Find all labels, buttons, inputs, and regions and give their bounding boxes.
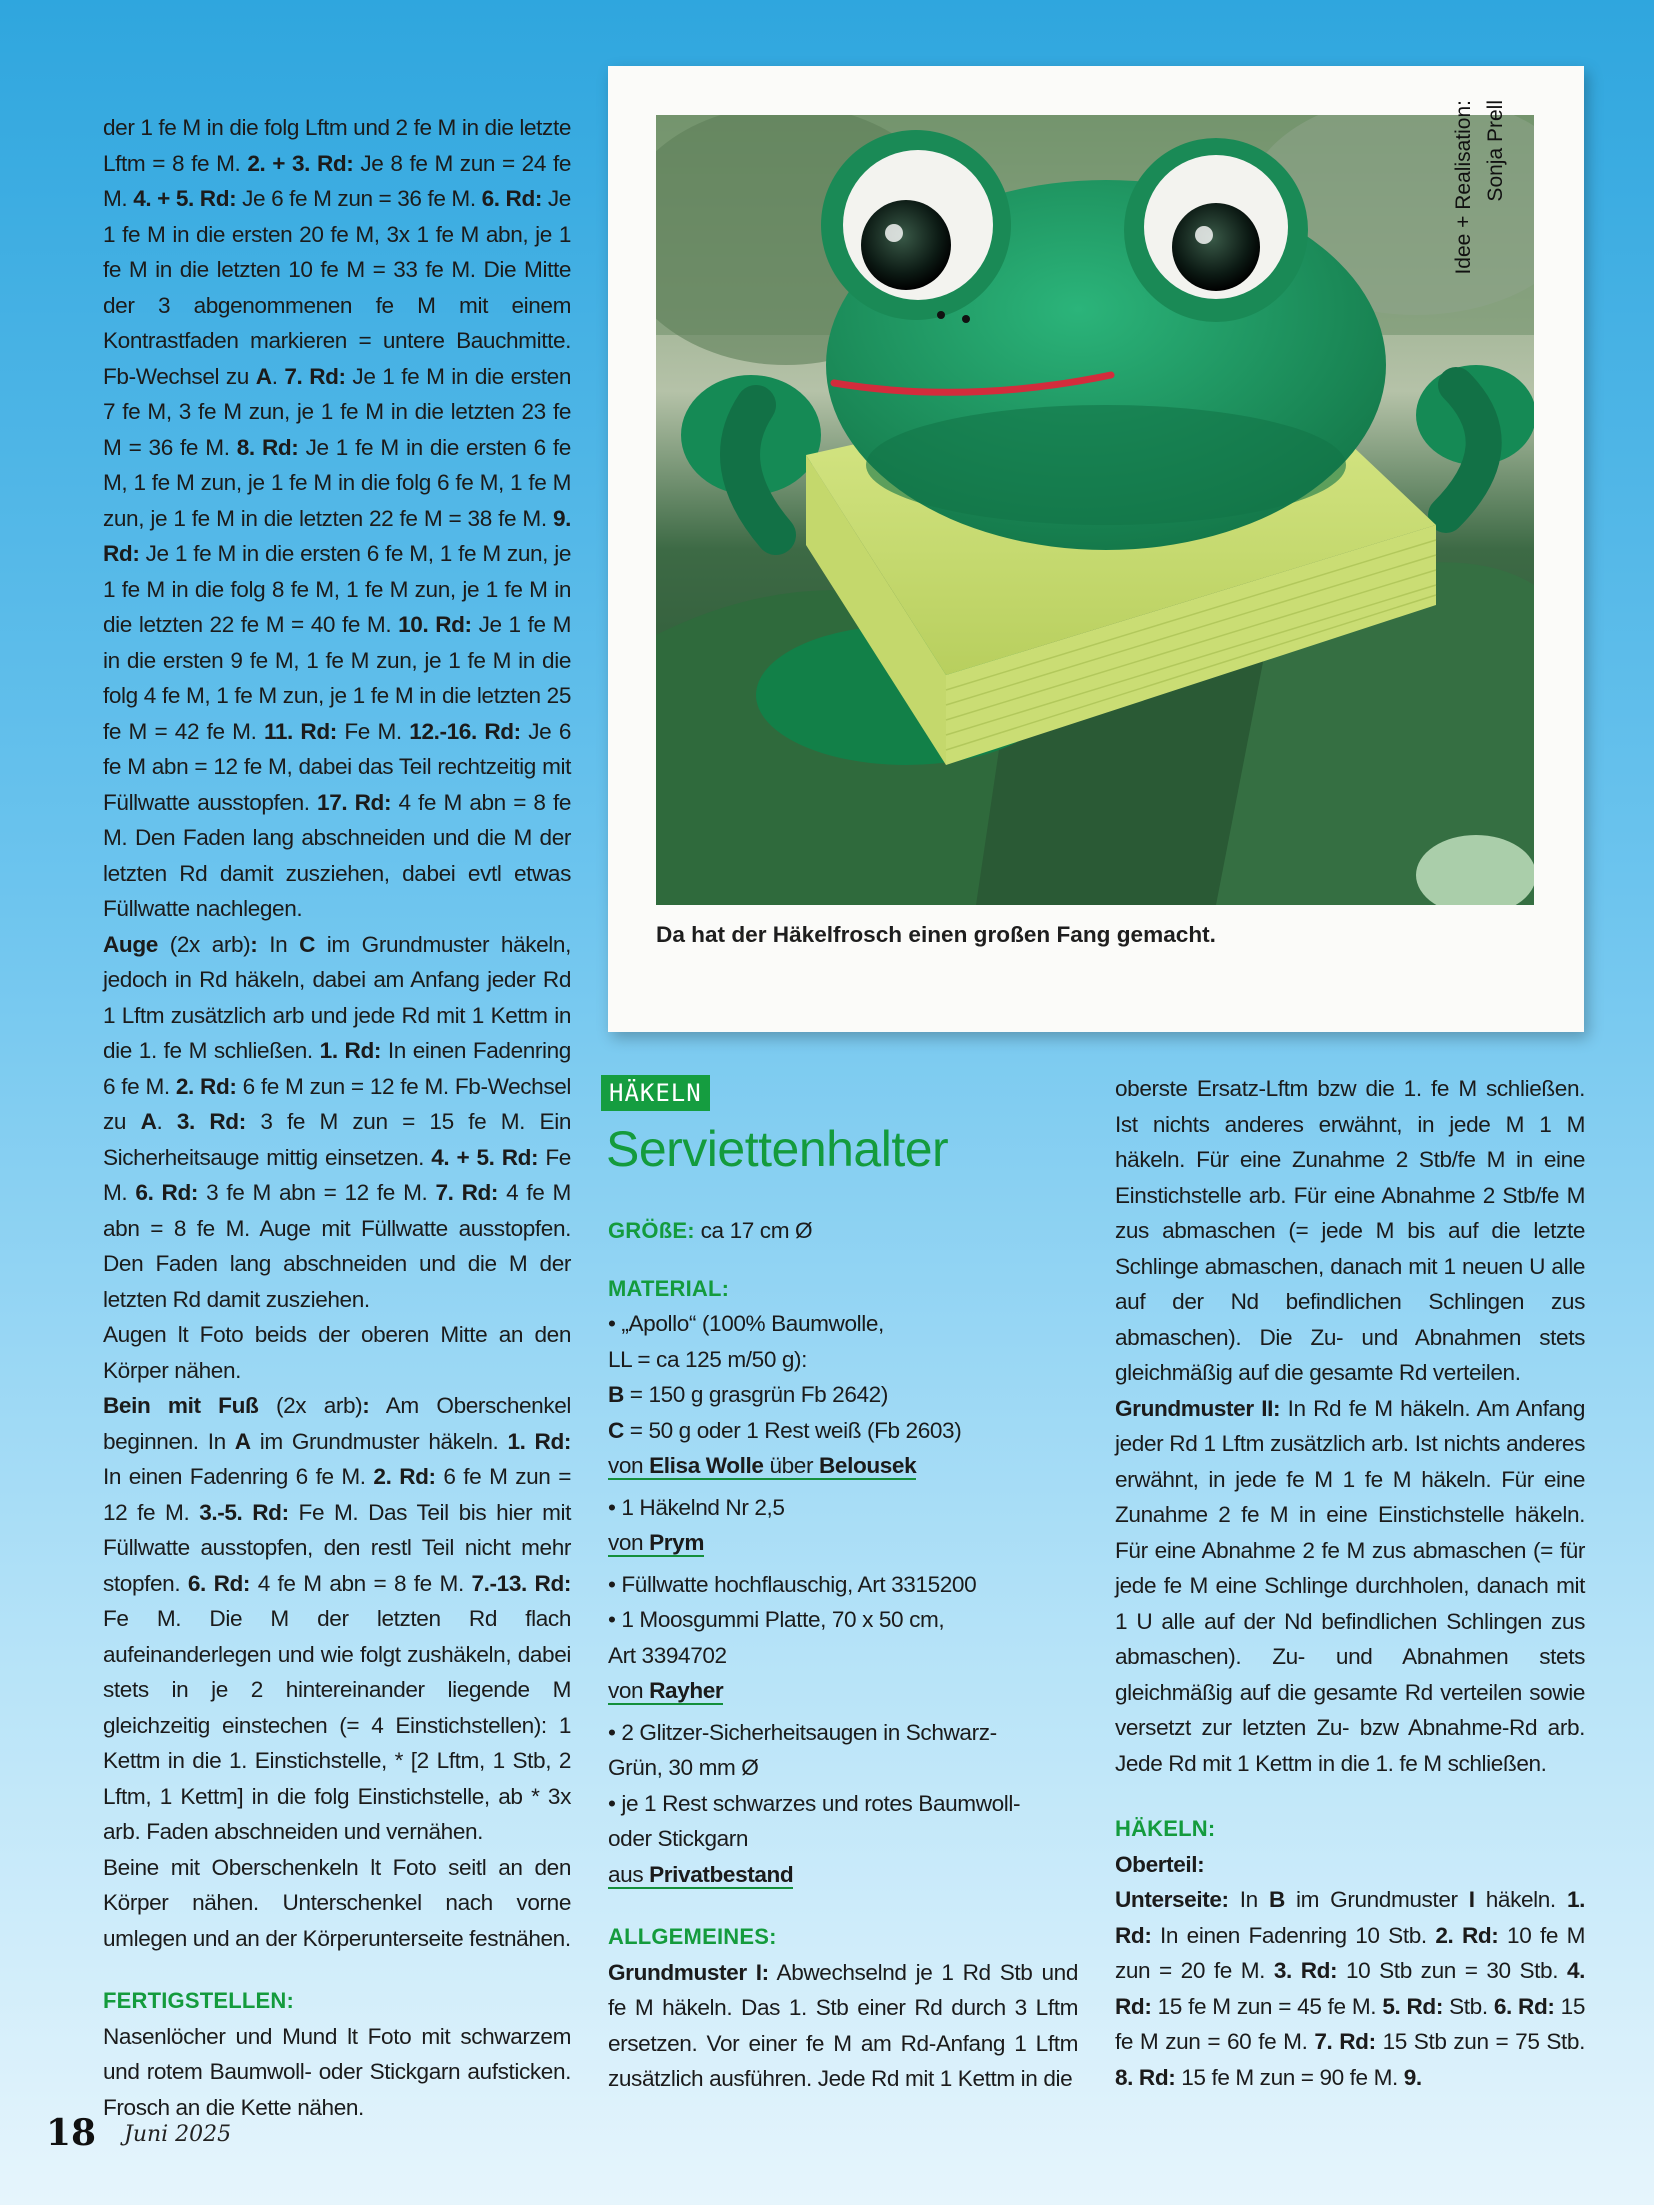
photo-caption: Da hat der Häkelfrosch einen großen Fang gemacht. <box>656 922 1216 947</box>
material-source: von Prym <box>608 1530 705 1555</box>
heading-oberteil: Oberteil: <box>1115 1851 1205 1877</box>
material-item: Grün, 30 mm Ø <box>608 1755 759 1780</box>
heading-material: MATERIAL: <box>608 1275 730 1301</box>
paragraph-leg-attach: Beine mit Oberschenkeln lt Foto seitl an den Körper nähen. Unterschenkel nach vorne umlegen und an der Körperunterseite festnähen. <box>103 1854 571 1951</box>
material-item: Art 3394702 <box>608 1642 727 1668</box>
material-source: von Elisa Wolle über Belousek <box>608 1453 917 1478</box>
frog-photo <box>656 115 1534 905</box>
material-source: von Rayher <box>608 1678 724 1703</box>
photo-credit: Idee + Realisation: Sonja Prell <box>1452 100 1507 275</box>
article-title: Serviettenhalter <box>606 1121 949 1177</box>
material-item: • 1 Häkelnd Nr 2,5 <box>608 1494 785 1520</box>
material-source: aus Privatbestand <box>608 1861 794 1887</box>
heading-haekeln: HÄKELN: <box>1115 1816 1216 1841</box>
material-item: • 1 Moosgummi Platte, 70 x 50 cm, <box>608 1607 945 1632</box>
material-item: • je 1 Rest schwarzes und rotes Baumwoll- <box>608 1790 1021 1816</box>
material-item: • „Apollo“ (100% Baumwolle, <box>608 1311 884 1336</box>
left-text-column <box>103 110 571 2125</box>
paragraph-unterseite: Unterseite: In B im Grundmuster I häkeln. 1. Rd: In einen Fadenring 10 Stb. 2. Rd: 10 fe M zun = 20 fe M. 3. Rd: 10 Stb zun = 30 Stb. 4. Rd: 15 fe M zun = 45 fe M. 5. Rd: Stb. 6. Rd: 15 fe M zun = 60 fe M. 7. Rd: 15 Stb zun = 75 Stb. 8. Rd: 15 fe M zun = 90 fe M. 9. <box>1115 1887 1585 2090</box>
paragraph-grundmuster-1: Grundmuster I: Abwechselnd je 1 Rd Stb und fe M häkeln. Das 1. Stb einer Rd durch 3 Lftm ersetzen. Vor einer fe M am Rd-Anfang 1 Lftm zusätzlich ausführen. Jede Rd mit 1 Kettm in die <box>608 1959 1078 2091</box>
material-item: B = 150 g grasgrün Fb 2642) <box>608 1382 888 1407</box>
materials-column <box>608 1213 1078 2097</box>
paragraph-eye-attach: Augen lt Foto beids der oberen Mitte an den Körper nähen. <box>103 1322 571 1383</box>
material-item: C = 50 g oder 1 Rest weiß (Fb 2603) <box>608 1417 962 1443</box>
paragraph-eye-instructions: Auge (2x arb): In C im Grundmuster häkeln, jedoch in Rd häkeln, dabei am Anfang jeder Rd 1 Lftm zusätzlich arb und jede Rd mit 1 Kettm in die 1. fe M schließen. 1. Rd: In einen Fadenring 6 fe M. 2. Rd: 6 fe M zun = 12 fe M. Fb-Wechsel zu A. 3. Rd: 3 fe M zun = 15 fe M. Ein Sicherheitsauge mittig einsetzen. 4. + 5. Rd: Fe M. 6. Rd: 3 fe M abn = 12 fe M. 7. Rd: 4 fe M abn = 8 fe M. Auge mit Füllwatte ausstopfen. Den Faden lang abschneiden und die M der letzten Rd damit zusziehen. <box>103 931 571 1312</box>
size-line: GRÖßE: ca 17 cm Ø <box>608 1218 813 1243</box>
right-text-column <box>1115 1071 1585 2095</box>
paragraph-grundmuster-2: Grundmuster II: In Rd fe M häkeln. Am Anfang jeder Rd 1 Lftm zusätzlich arb. Ist nichts anderes erwähnt, in jede fe M 1 fe M häkeln. Für eine Zunahme 2 fe M in eine Einstichstelle häkeln. Für eine Abnahme 2 fe M zus abmaschen (= für jede fe M eine Schlinge durchholen, danach mit 1 U alle auf der Nd befindlichen Schlingen zus abmaschen). Zu- und Abnahmen stets gleichmäßig auf die gesamte Rd verteilen sowie versetzt zur letzten Zu- bzw Abnahme-Rd arb. Jede Rd mit 1 Kettm in die 1. fe M schließen. <box>1115 1395 1586 1776</box>
material-item: oder Stickgarn <box>608 1826 749 1851</box>
material-item: • Füllwatte hochflauschig, Art 3315200 <box>608 1571 977 1597</box>
category-tag: HÄKELN <box>601 1075 710 1111</box>
material-item: • 2 Glitzer-Sicherheitsaugen in Schwarz- <box>608 1719 997 1745</box>
heading-allgemeines: ALLGEMEINES: <box>608 1924 777 1949</box>
paragraph-grundmuster-1-cont: oberste Ersatz-Lftm bzw die 1. fe M schließen. Ist nichts anderes erwähnt, in jede M 1 M häkeln. Für eine Zunahme 2 Stb/fe M in eine Einstichstelle arb. Für eine Abnahme 2 Stb/fe M zus abmaschen (= jede M bis auf die letzte Schlinge abmaschen, danach mit 1 neuen U alle auf der Nd befindlichen Schlingen zus abmaschen). Die Zu- und Abnahmen stets gleichmäßig auf die gesamte Rd verteilen. <box>1115 1076 1585 1385</box>
paragraph-body-instructions: der 1 fe M in die folg Lftm und 2 fe M in die letzte Lftm = 8 fe M. 2. + 3. Rd: Je 8 fe M zun = 24 fe M. 4. + 5. Rd: Je 6 fe M zun = 36 fe M. 6. Rd: Je 1 fe M in die ersten 20 fe M, 3x 1 fe M abn, je 1 fe M in die letzten 10 fe M = 33 fe M. Die Mitte der 3 abgenommenen fe M mit einem Kontrastfaden markieren = untere Bauchmitte. Fb-Wechsel zu A. 7. Rd: Je 1 fe M in die ersten 7 fe M, 3 fe M zun, je 1 fe M in die letzten 23 fe M = 36 fe M. 8. Rd: Je 1 fe M in die ersten 6 fe M, 1 fe M zun, je 1 fe M in die folg 6 fe M, 1 fe M zun, je 1 fe M in die letzten 22 fe M = 38 fe M. 9. Rd: Je 1 fe M in die ersten 6 fe M, 1 fe M zun, je 1 fe M in die folg 8 fe M, 1 fe M zun, je 1 fe M in die letzten 22 fe M = 40 fe M. 10. Rd: Je 1 fe M in die ersten 9 fe M, 1 fe M zun, je 1 fe M in die folg 4 fe M, 1 fe M zun, je 1 fe M in die letzten 25 fe M = 42 fe M. 11. Rd: Fe M. 12.-16. Rd: Je 6 fe M abn = 12 fe M, dabei das Teil rechtzeitig mit Füllwatte ausstopfen. 17. Rd: 4 fe M abn = 8 fe M. Den Faden lang abschneiden und die M der letzten Rd damit zusziehen, dabei evtl etwas Füllwatte nachlegen. <box>103 115 572 921</box>
page-number: 18 <box>46 2112 97 2154</box>
heading-fertigstellen: FERTIGSTELLEN: <box>103 1988 295 2013</box>
frog-napkin-illustration <box>656 115 1534 905</box>
paragraph-leg-instructions: Bein mit Fuß (2x arb): Am Oberschenkel beginnen. In A im Grundmuster häkeln. 1. Rd: In einen Fadenring 6 fe M. 2. Rd: 6 fe M zun = 12 fe M. 3.-5. Rd: Fe M. Das Teil bis hier mit Füllwatte ausstopfen, den restl Teil nicht mehr stopfen. 6. Rd: 4 fe M abn = 8 fe M. 7.-13. Rd: Fe M. Die M der letzten Rd flach aufeinanderlegen und wie folgt zushäkeln, dabei stets in je 2 hintereinander liegende M gleichzeitig einstechen (= 4 Einstichstellen): 1 Kettm in die 1. Einstichstelle, * [2 Lftm, 1 Stb, 2 Lftm, 1 Kettm] in die folg Einstichstelle, ab * 3x arb. Faden abschneiden und vernähen. <box>103 1393 571 1844</box>
paragraph-finishing: Nasenlöcher und Mund lt Foto mit schwarzem und rotem Baumwoll- oder Stickgarn aufsticken. Frosch an die Kette nähen. <box>103 2023 571 2120</box>
issue-date: Juni 2025 <box>124 2122 232 2147</box>
material-item: LL = ca 125 m/50 g): <box>608 1346 808 1372</box>
